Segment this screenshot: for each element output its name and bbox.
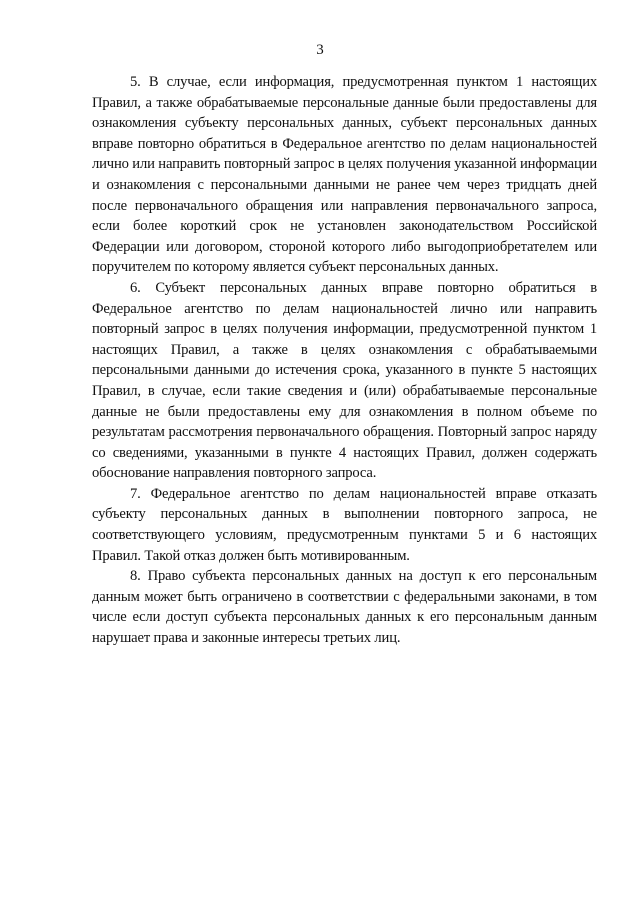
paragraph-7: 7. Федеральное агентство по делам национальностей вправе отказать субъекту персональных данных в выполнении повторного запроса, не соответствующего условиям, предусмотренным пунктами 5 и 6 настоящих Правил. Такой отказ должен быть мотивированным. [92,485,597,564]
document-body [92,72,597,649]
paragraph-5: 5. В случае, если информация, предусмотренная пунктом 1 настоящих Правил, а также обрабатываемые персональные данные были предоставлены для ознакомления субъекту персональных данных, субъект персональных данных вправе повторно обратиться в Федеральное агентство по делам национальностей лично или направить повторный запрос в целях получения указанной информации и ознакомления с персональными данными не ранее чем через тридцать дней после первоначального обращения или направления первоначального запроса, если более короткий срок не установлен законодательством Российской Федерации или договором, стороной которого либо выгодоприобретателем или поручителем по которому является субъект персональных данных. [92,74,597,276]
page-number: 3 [316,42,324,58]
paragraph-6: 6. Субъект персональных данных вправе повторно обратиться в Федеральное агентство по делам национальностей лично или направить повторный запрос в целях получения информации, предусмотренной пунктом 1 настоящих Правил, а также в целях ознакомления с обрабатываемыми персональными данными до истечения срока, указанного в пункте 5 настоящих Правил, в случае, если такие сведения и (или) обрабатываемые персональные данные не были предоставлены ему для ознакомления в полном объеме по результатам рассмотрения первоначального обращения. Повторный запрос наряду со сведениями, указанными в пункте 4 настоящих Правил, должен содержать обоснование направления повторного запроса. [92,279,597,482]
paragraph-8: 8. Право субъекта персональных данных на доступ к его персональным данным может быть ограничено в соответствии с федеральными законами, в том числе если доступ субъекта персональных данных к его персональным данным нарушает права и законные интересы третьих лиц. [92,568,597,647]
